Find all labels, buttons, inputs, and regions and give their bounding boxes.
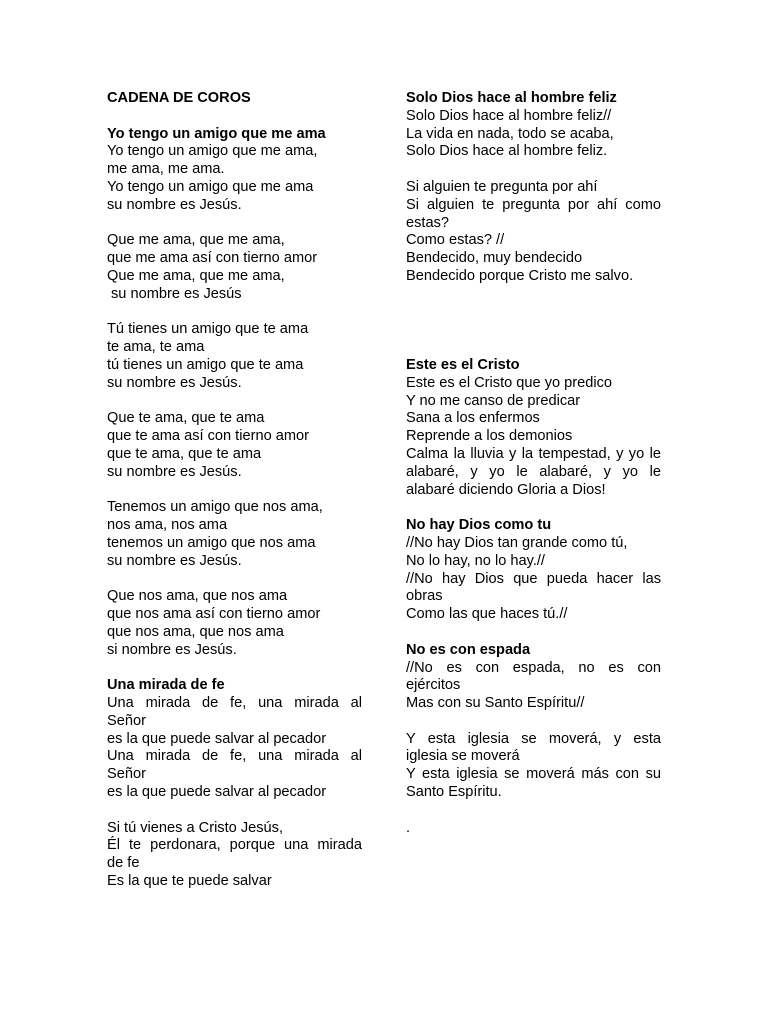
- document-heading: CADENA DE COROS: [107, 90, 251, 106]
- lyric-line: su nombre es Jesús: [111, 285, 242, 302]
- blank-line: [406, 339, 661, 357]
- lyric-line: Si alguien te pregunta por ahí: [406, 178, 598, 195]
- song-title: Yo tengo un amigo que me ama: [107, 125, 326, 142]
- lyric-line: que te ama, que te ama: [107, 445, 262, 462]
- lyric-line: Y no me canso de predicar: [406, 392, 581, 409]
- blank-line: [107, 802, 362, 820]
- lyric-line: Que me ama, que me ama,: [107, 267, 285, 284]
- lyric-line: Que nos ama, que nos ama: [107, 588, 288, 605]
- lyric-line: Señor: [107, 766, 146, 783]
- lyric-line: Calma la lluvia y la tempestad, y yo le: [406, 445, 661, 462]
- lyric-line: Solo Dios hace al hombre feliz.: [406, 143, 608, 160]
- lyric-line: Si tú vienes a Cristo Jesús,: [107, 819, 284, 836]
- blank-line: [406, 304, 661, 322]
- lyric-line: Yo tengo un amigo que me ama: [107, 178, 314, 195]
- lyric-line: Que me ama, que me ama,: [107, 232, 285, 249]
- lyric-line: que nos ama así con tierno amor: [107, 606, 321, 623]
- blank-line: [107, 108, 362, 126]
- lyric-line: Bendecido, muy bendecido: [406, 250, 583, 267]
- lyric-line: Sana a los enfermos: [406, 410, 540, 427]
- blank-line: [406, 286, 661, 304]
- lyric-line: su nombre es Jesús.: [107, 552, 242, 569]
- lyric-line: La vida en nada, todo se acaba,: [406, 125, 614, 142]
- blank-line: [406, 802, 661, 820]
- lyric-line: Solo Dios hace al hombre feliz//: [406, 107, 612, 124]
- blank-line: [107, 215, 362, 233]
- lyric-line: si nombre es Jesús.: [107, 641, 237, 658]
- lyric-line: //No es con espada, no es con: [406, 659, 661, 676]
- lyric-line: alabaré, y yo le alabaré, y yo le: [406, 463, 661, 480]
- lyric-line: Y esta iglesia se moverá más con su: [406, 766, 661, 783]
- song-yo-tengo-un-amigo: [107, 126, 362, 660]
- lyric-line: su nombre es Jesús.: [107, 196, 242, 213]
- lyric-line: //No hay Dios tan grande como tú,: [406, 534, 628, 551]
- lyric-line: Bendecido porque Cristo me salvo.: [406, 267, 634, 284]
- lyric-line: es la que puede salvar al pecador: [107, 784, 327, 801]
- lyric-line: .: [406, 819, 411, 836]
- lyric-line: Yo tengo un amigo que me ama,: [107, 143, 318, 160]
- lyric-line: Él te perdonara, porque una mirada: [107, 837, 362, 854]
- lyric-line: que te ama así con tierno amor: [107, 428, 309, 445]
- song-title: No es con espada: [406, 641, 531, 658]
- blank-line: [107, 482, 362, 500]
- blank-line: [107, 571, 362, 589]
- blank-line: [107, 393, 362, 411]
- lyric-line: Es la que te puede salvar: [107, 873, 272, 890]
- lyric-line: No lo hay, no lo hay.//: [406, 552, 545, 569]
- lyric-line: //No hay Dios que pueda hacer las: [406, 570, 661, 587]
- right-column: [406, 90, 661, 837]
- song-una-mirada-de-fe: [107, 677, 362, 891]
- lyric-line: Una mirada de fe, una mirada al: [107, 748, 362, 765]
- blank-line: [406, 624, 661, 642]
- blank-line: [406, 499, 661, 517]
- lyric-line: obras: [406, 588, 443, 605]
- lyric-line: tú tienes un amigo que te ama: [107, 356, 304, 373]
- song-este-es-el-cristo: [406, 357, 661, 499]
- lyric-line: Tú tienes un amigo que te ama: [107, 321, 309, 338]
- lyric-line: Como estas? //: [406, 232, 505, 249]
- lyric-line: Mas con su Santo Espíritu//: [406, 695, 585, 712]
- lyric-line: alabaré diciendo Gloria a Dios!: [406, 481, 606, 498]
- blank-line: [406, 713, 661, 731]
- lyric-line: su nombre es Jesús.: [107, 374, 242, 391]
- lyric-line: Santo Espíritu.: [406, 784, 502, 801]
- song-title: Una mirada de fe: [107, 677, 225, 694]
- lyric-line: Este es el Cristo que yo predico: [406, 374, 613, 391]
- lyric-line: te ama, te ama: [107, 339, 205, 356]
- left-column: [107, 90, 362, 891]
- lyric-line: Si alguien te pregunta por ahí como: [406, 196, 661, 213]
- blank-line: [107, 304, 362, 322]
- lyric-line: que me ama así con tierno amor: [107, 250, 318, 267]
- lyric-line: Y esta iglesia se moverá, y esta: [406, 730, 661, 747]
- blank-line: [406, 161, 661, 179]
- song-solo-dios: [406, 90, 661, 286]
- lyric-line: iglesia se moverá: [406, 748, 520, 765]
- lyric-line: estas?: [406, 214, 449, 231]
- song-title: Este es el Cristo: [406, 356, 520, 373]
- lyric-line: tenemos un amigo que nos ama: [107, 534, 316, 551]
- lyric-line: me ama, me ama.: [107, 161, 225, 178]
- blank-line: [107, 660, 362, 678]
- song-no-hay-dios-como-tu: [406, 517, 661, 624]
- lyric-line: nos ama, nos ama: [107, 517, 228, 534]
- lyric-line: de fe: [107, 855, 140, 872]
- song-no-es-con-espada: [406, 642, 661, 838]
- song-title: No hay Dios como tu: [406, 517, 552, 534]
- blank-line: [406, 321, 661, 339]
- lyric-line: ejércitos: [406, 677, 461, 694]
- lyric-line: su nombre es Jesús.: [107, 463, 242, 480]
- lyric-line: Una mirada de fe, una mirada al: [107, 695, 362, 712]
- lyric-line: Que te ama, que te ama: [107, 410, 265, 427]
- lyric-line: Señor: [107, 712, 146, 729]
- song-title: Solo Dios hace al hombre feliz: [406, 90, 617, 106]
- lyric-line: Como las que haces tú.//: [406, 606, 568, 623]
- lyric-line: Tenemos un amigo que nos ama,: [107, 499, 323, 516]
- lyric-line: que nos ama, que nos ama: [107, 623, 284, 640]
- lyric-line: es la que puede salvar al pecador: [107, 730, 327, 747]
- lyric-line: Reprende a los demonios: [406, 428, 573, 445]
